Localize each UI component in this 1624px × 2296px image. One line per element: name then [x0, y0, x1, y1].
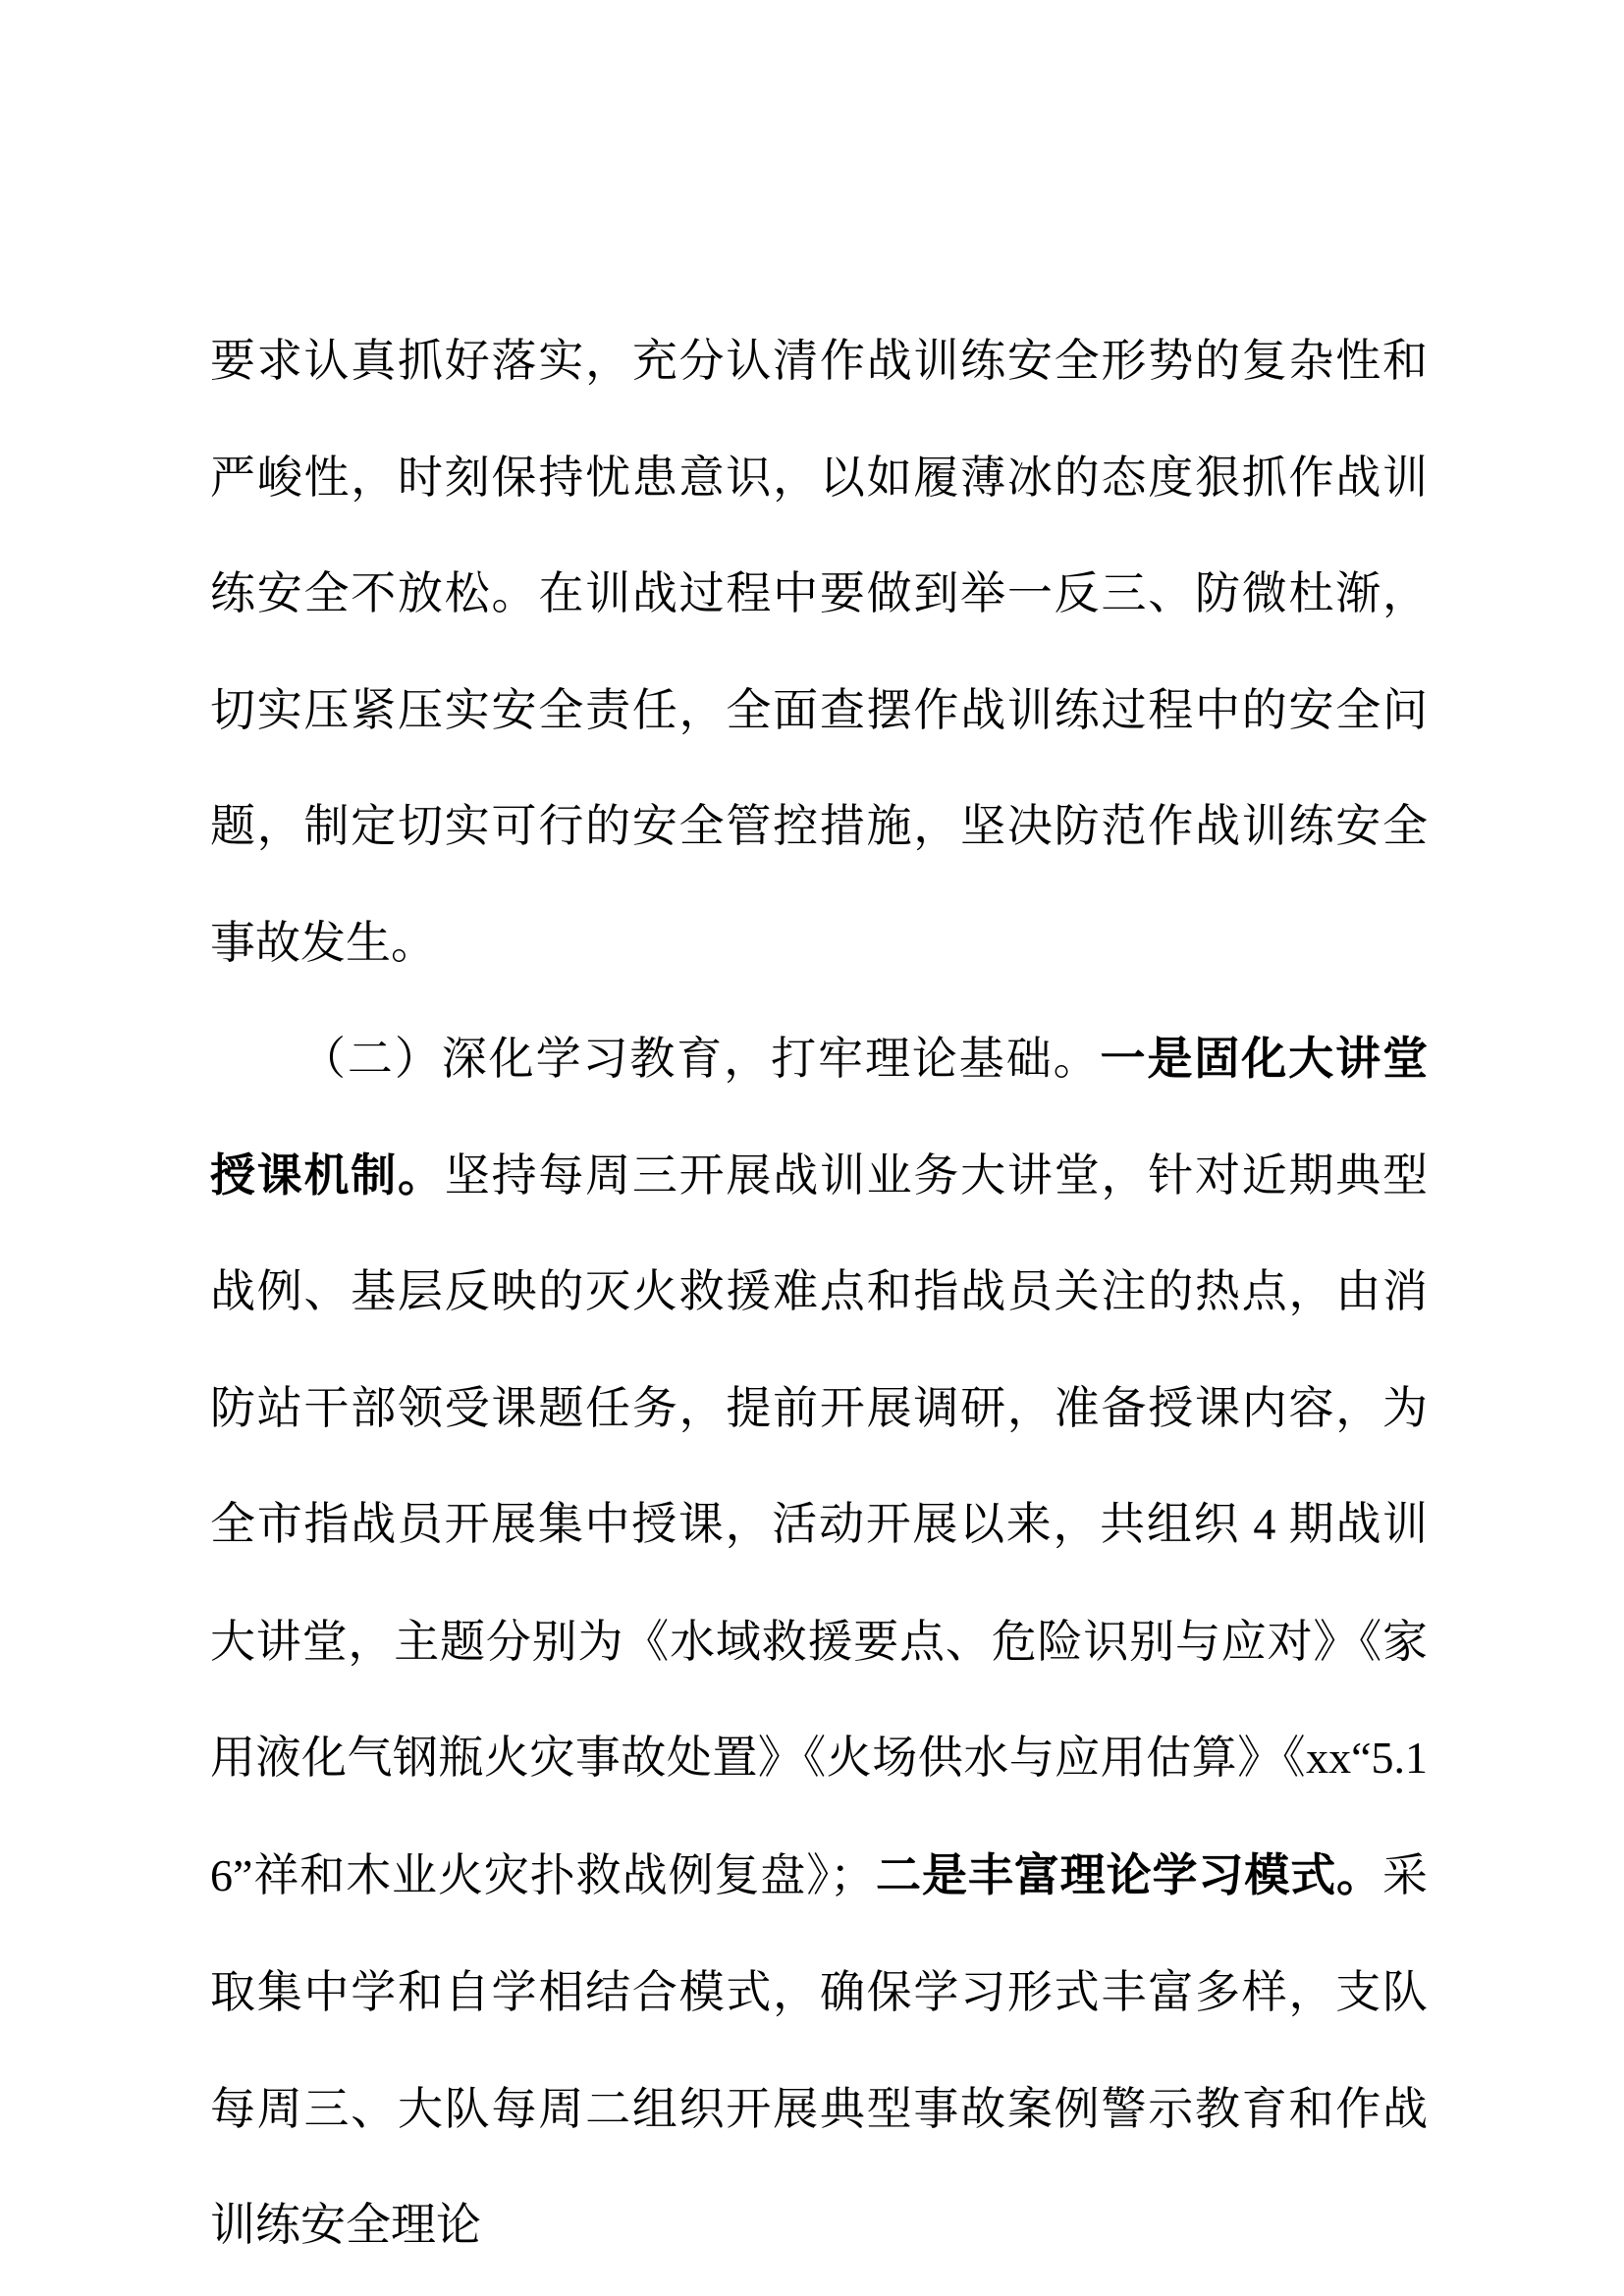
topics-text: 期战训大讲堂，主题分别为《水域救援要点、危险识别与应对》《家用液化气钢瓶火灾事故处置》《火场供水与应用估算》《	[210, 1497, 1429, 1784]
point-two-text: 采取集中学和自学相结合模式，确保学习形式丰富多样，支队每周三、大队每周二组织开展典型事故案例警示教育和作战训练安全理论	[210, 1847, 1429, 2251]
point-one-text: 坚持每周三开展战训业务大讲堂，针对近期典型战例、基层反映的灭火救援难点和指战员关注的热点，由消防站干部领受课题任务，提前开展调研，准备授课内容，为全市指战员开展集中授课，活动开展以来，共组织	[210, 1148, 1429, 1550]
session-count: 4	[1240, 1499, 1289, 1549]
document-body	[210, 302, 1428, 2283]
point-one-bold: 一是固化大讲堂授课机制。	[210, 1032, 1429, 1201]
point-two-bold: 二是丰富理论学习模式。	[875, 1847, 1383, 1901]
case-date-text: xx“5.16”	[210, 1733, 1428, 1900]
section-heading-text: （二）深化学习教育，打牢理论基础。	[300, 1032, 1101, 1085]
case-name-text: 祥和木业火灾扑救战例复盘》；	[252, 1847, 876, 1901]
paragraph-2	[210, 1000, 1428, 2283]
paragraph-1	[210, 302, 1428, 1000]
paragraph-1-text: 要求认真抓好落实，充分认清作战训练安全形势的复杂性和严峻性，时刻保持忧患意识，以如履薄冰的态度狠抓作战训练安全不放松。在训战过程中要做到举一反三、防微杜渐，切实压紧压实安全责任，全面查摆作战训练过程中的安全问题，制定切实可行的安全管控措施，坚决防范作战训练安全事故发生。	[210, 334, 1428, 969]
